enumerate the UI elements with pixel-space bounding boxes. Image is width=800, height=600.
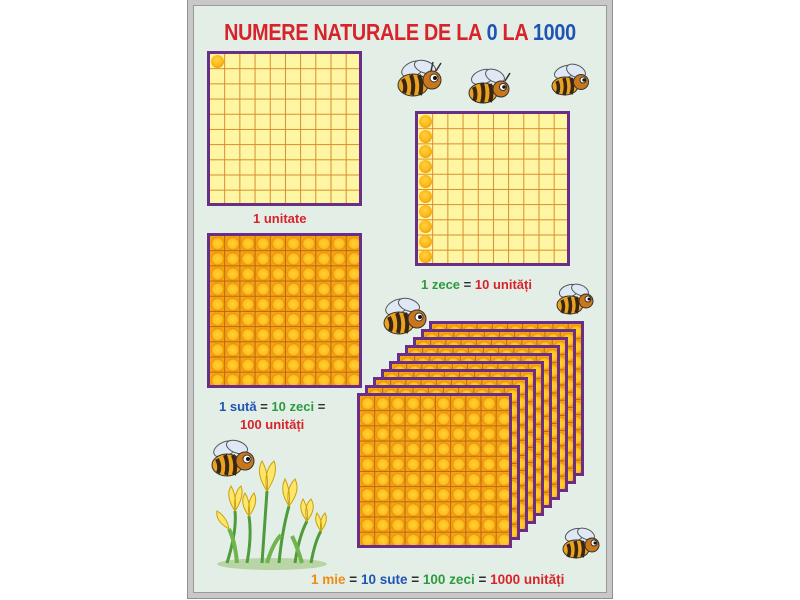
bee-icon: [557, 525, 607, 565]
ten-grid: [415, 111, 570, 266]
title-text: NUMERE NATURALE DE LA: [224, 19, 482, 45]
unit-grid: [207, 51, 362, 206]
bee-icon: [393, 57, 449, 103]
poster: [188, 0, 612, 598]
crocus-flower-icon: [207, 451, 337, 571]
title-thousand: 1000: [532, 19, 576, 45]
label-unitate: 1 unitate: [253, 211, 307, 226]
label-suta: 1 sută = 10 zeci = 100 unități: [219, 399, 326, 432]
label-zece: 1 zece = 10 unități: [421, 277, 532, 292]
poster-title: [222, 19, 578, 46]
title-la: LA: [502, 19, 528, 45]
bee-icon: [551, 281, 601, 321]
bee-icon: [545, 61, 597, 103]
ten-column: [419, 115, 432, 263]
honeycomb-cell-icon: [211, 55, 224, 68]
title-zero: 0: [486, 19, 498, 45]
bee-icon: [377, 295, 433, 341]
hundred-grid: [207, 233, 362, 388]
label-mie: 1 mie = 10 sute = 100 zeci = 1000 unități: [311, 572, 565, 587]
bee-icon: [461, 65, 517, 111]
